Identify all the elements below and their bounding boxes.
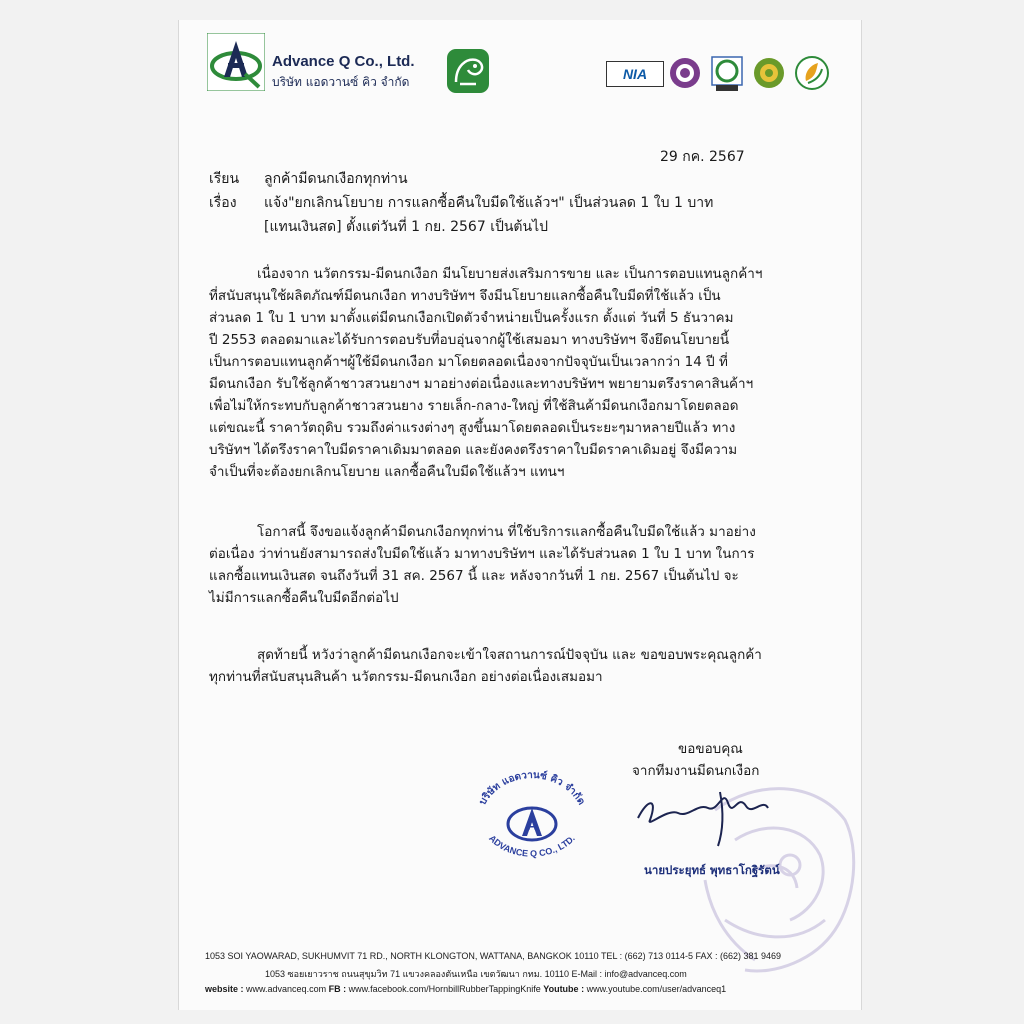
stamp-logo-letter: A <box>526 817 538 833</box>
body-line: ทุกท่านที่สนับสนุนสินค้า นวัตกรรม-มีดนกเงือก อย่างต่อเนื่องเสมอมา <box>209 669 603 685</box>
hornbill-logo-icon <box>446 48 490 94</box>
closing-thanks: ขอขอบคุณ <box>678 741 743 757</box>
body-line: แลกซื้อแทนเงินสด จนถึงวันที่ 31 สค. 2567 นี้ และ หลังจากวันที่ 1 กย. 2567 เป็นต้นไป จะ <box>209 568 739 584</box>
body-line: โอกาสนี้ จึงขอแจ้งลูกค้ามีดนกเงือกทุกท่าน ที่ใช้บริการแลกซื้อคืนใบมีดใช้แล้ว มาอย่าง <box>257 524 756 540</box>
stamp-text-top: บริษัท แอดวานซ์ คิว จำกัด <box>477 769 587 808</box>
body-line: สุดท้ายนี้ หวังว่าลูกค้ามีดนกเงือกจะเข้าใจสถานการณ์ปัจจุบัน และ ขอขอบพระคุณลูกค้า <box>257 647 762 663</box>
agency-seal-icon <box>752 55 786 91</box>
vo-seal-icon <box>710 55 744 93</box>
body-line: มีดนกเงือก รับใช้ลูกค้าชาวสวนยางฯ มาอย่างต่อเนื่องและทางบริษัทฯ พยายามตรึงราคาสินค้าฯ <box>209 376 754 392</box>
body-paragraph-2 <box>209 521 756 609</box>
closing-team: จากทีมงานมีดนกเงือก <box>632 763 760 779</box>
fb-label: FB : <box>328 984 347 994</box>
handwritten-signature <box>628 768 778 848</box>
company-name-en: Advance Q Co., Ltd. <box>272 53 415 70</box>
body-line: เพื่อไม่ให้กระทบกับลูกค้าชาวสวนยาง รายเล็ก-กลาง-ใหญ่ ที่ใช้สินค้ามีดนกเงือกมาโดยตลอด <box>209 398 739 414</box>
youtube-link[interactable]: www.youtube.com/user/advanceq1 <box>586 984 727 994</box>
rubber-authority-logo-icon <box>794 55 830 91</box>
body-line: บริษัทฯ ได้ตรึงราคาใบมีดราคาเดิมมาตลอด และยังคงตรึงราคาใบมีดราคาเดิมอยู่ จึงมีความ <box>209 442 738 458</box>
body-line: จำเป็นที่จะต้องยกเลิกนโยบาย แลกซื้อคืนใบมีดใช้แล้วฯ แทนฯ <box>209 464 565 480</box>
youtube-label: Youtube : <box>543 984 585 994</box>
body-line: ส่วนลด 1 ใบ 1 บาท มาตั้งแต่มีดนกเงือกเปิดตัวจำหน่ายเป็นครั้งแรก ตั้งแต่ วันที่ 5 ธันวาคม <box>209 310 734 326</box>
company-stamp <box>462 762 602 872</box>
advance-q-logo-icon <box>207 33 265 91</box>
nia-logo-text: NIA <box>622 66 648 82</box>
signer-name: นายประยุทธ์ พุทธาโกฐิรัตน์ <box>644 863 780 877</box>
footer-links <box>205 984 726 994</box>
body-line: เนื่องจาก นวัตกรรม-มีดนกเงือก มีนโยบายส่งเสริมการขาย และ เป็นการตอบแทนลูกค้าฯ <box>257 266 763 282</box>
subject-line-1: แจ้ง"ยกเลิกนโยบาย การแลกซื้อคืนใบมีดใช้แล้วฯ" เป็นส่วนลด 1 ใบ 1 บาท <box>264 195 714 211</box>
body-line: ต่อเนื่อง ว่าท่านยังสามารถส่งใบมีดใช้แล้ว มาทางบริษัทฯ และได้รับส่วนลด 1 ใบ 1 บาท ในการ <box>209 546 755 562</box>
website-link[interactable]: www.advanceq.com <box>246 984 327 994</box>
stamp-text-bottom: ADVANCE Q CO., LTD. <box>487 833 577 859</box>
letter-date: 29 กค. 2567 <box>660 149 745 165</box>
to-value: ลูกค้ามีดนกเงือกทุกท่าน <box>264 171 408 187</box>
body-line: ปี 2553 ตลอดมาและได้รับการตอบรับที่อบอุ่นจากผู้ใช้เสมอมา ทางบริษัทฯ จึงยึดนโยบายนี้ <box>209 332 730 348</box>
body-line: ที่สนับสนุนใช้ผลิตภัณฑ์มีดนกเงือก ทางบริษัทฯ จึงมีนโยบายแลกซื้อคืนใบมีดที่ใช้แล้ว เป็น <box>209 288 721 304</box>
subject-line-2: [แทนเงินสด] ตั้งแต่วันที่ 1 กย. 2567 เป็นต้นไป <box>264 219 549 235</box>
website-label: website : <box>205 984 244 994</box>
to-label: เรียน <box>209 171 240 187</box>
svg-text:ADVANCE Q CO., LTD. <box>487 833 577 859</box>
svg-text:บริษัท แอดวานซ์ คิว จำกัด <box>477 770 586 807</box>
body-paragraph-1 <box>209 263 762 483</box>
footer-address-th: 1053 ซอยเยาวราช ถนนสุขุมวิท 71 แขวงคลองตันเหนือ เขตวัฒนา กทม. 10110 E-Mail : info@advanceq.com <box>265 969 687 979</box>
nia-logo-icon <box>606 61 664 87</box>
partner-logos <box>606 55 836 95</box>
body-paragraph-3 <box>209 644 762 688</box>
ministry-seal-icon <box>668 55 702 91</box>
body-line: แต่ขณะนี้ ราคาวัตถุดิบ รวมถึงค่าแรงต่างๆ สูงขึ้นมาโดยตลอดเป็นระยะๆมาหลายปีแล้ว ทาง <box>209 420 736 436</box>
facebook-link[interactable]: www.facebook.com/HornbillRubberTappingKnife <box>348 984 541 994</box>
company-name-th: บริษัท แอดวานซ์ คิว จำกัด <box>272 75 410 89</box>
body-line: เป็นการตอบแทนลูกค้าฯผู้ใช้มีดนกเงือก มาโดยตลอดเนื่องจากปัจจุบันเป็นเวลากว่า 14 ปี ที่ <box>209 354 728 370</box>
footer-address-en: 1053 SOI YAOWARAD, SUKHUMVIT 71 RD., NORTH KLONGTON, WATTANA, BANGKOK 10110 TEL : (662) 713 0114-5 FAX : (662) 381 9469 <box>205 951 782 961</box>
body-line: ไม่มีการแลกซื้อคืนใบมีดอีกต่อไป <box>209 590 399 606</box>
subject-label: เรื่อง <box>209 195 237 211</box>
